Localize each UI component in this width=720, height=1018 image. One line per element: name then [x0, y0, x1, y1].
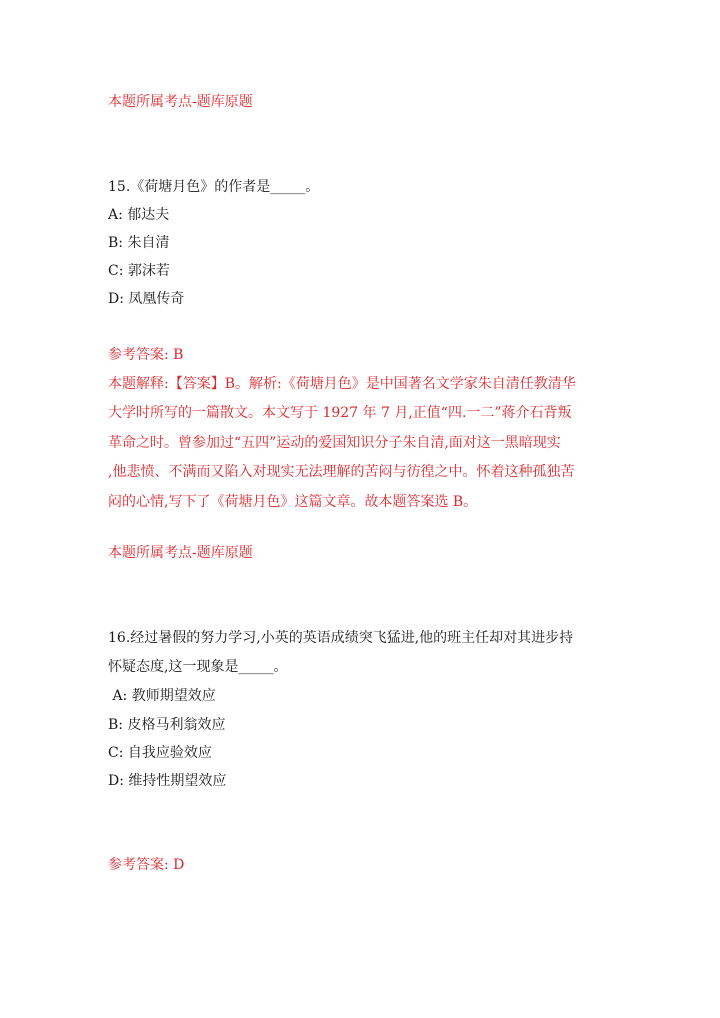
explanation-line: 大学时所写的一篇散文。本文写于 1927 年 7 月,正值“四.一二”蒋介石背叛 — [108, 405, 572, 422]
question-15-category: 本题所属考点-题库原题 — [108, 545, 253, 561]
question-16-option-d: D: 维持性期望效应 — [108, 773, 227, 789]
question-16-option-b: B: 皮格马利翁效应 — [108, 717, 226, 733]
question-16-answer: 参考答案: D — [108, 857, 185, 873]
explanation-line: 闷的心情,写下了《荷塘月色》这篇文章。故本题答案选 B。 — [108, 493, 478, 510]
question-15-option-d: D: 凤凰传奇 — [108, 291, 185, 307]
explanation-line: 革命之时。曾参加过“五四”运动的爱国知识分子朱自清,面对这一黑暗现实 — [108, 434, 561, 451]
question-15-text: 15.《荷塘月色》的作者是_____。 — [108, 179, 320, 195]
explanation-line: 本题解释:【答案】B。解析:《荷塘月色》是中国著名文学家朱自清任教清华 — [108, 376, 576, 392]
question-16-text-line-1: 16.经过暑假的努力学习,小英的英语成绩突飞猛进,他的班主任却对其进步持 — [108, 630, 574, 646]
category-label-top: 本题所属考点-题库原题 — [108, 94, 253, 110]
question-15-answer: 参考答案: B — [108, 347, 184, 363]
question-16-text-line-2: 怀疑态度,这一现象是_____。 — [108, 659, 288, 675]
question-16-option-a: A: 教师期望效应 — [108, 688, 216, 704]
question-15-option-a: A: 郁达夫 — [108, 207, 170, 223]
question-16-option-c: C: 自我应验效应 — [108, 745, 212, 761]
question-15-option-b: B: 朱自清 — [108, 235, 170, 251]
question-15-explanation — [108, 370, 618, 517]
explanation-line: ,他悲愤、不满而又陷入对现实无法理解的苦闷与彷徨之中。怀着这种孤独苦 — [108, 464, 575, 481]
question-15-option-c: C: 郭沫若 — [108, 263, 170, 279]
